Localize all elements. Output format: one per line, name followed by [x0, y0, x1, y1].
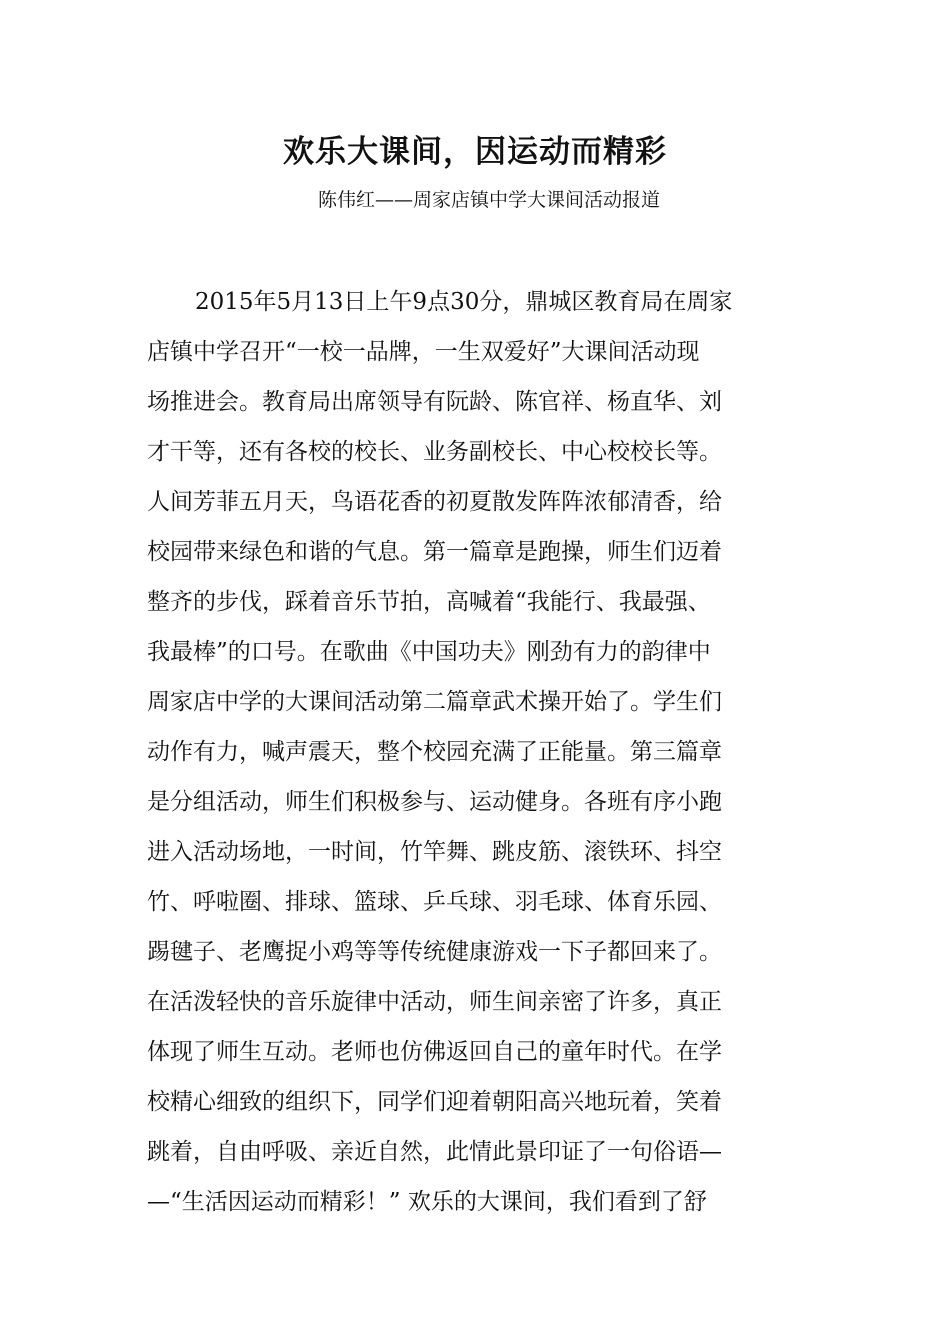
body-line: 动作有力，喊声震天，整个校园充满了正能量。第三篇章: [147, 739, 722, 765]
body-line: 校园带来绿色和谐的气息。第一篇章是跑操，师生们迈着: [147, 539, 722, 565]
body-line: 场推进会。教育局出席领导有阮龄、陈官祥、杨直华、刘: [147, 389, 722, 415]
body-line: 竹、呼啦圈、排球、篮球、乒乓球、羽毛球、体育乐园、: [147, 889, 722, 915]
body-line: 体现了师生互动。老师也仿佛返回自己的童年时代。在学: [147, 1039, 722, 1065]
body-line: 人间芳菲五月天，鸟语花香的初夏散发阵阵浓郁清香，给: [147, 489, 722, 515]
article-body: [147, 284, 807, 1234]
page-title: 欢乐大课间，因运动而精彩: [283, 134, 667, 170]
body-line: 进入活动场地，一时间，竹竿舞、跳皮筋、滚铁环、抖空: [147, 839, 722, 865]
body-line: —“生活因运动而精彩！” 欢乐的大课间，我们看到了舒: [147, 1189, 707, 1215]
body-line: 跳着，自由呼吸、亲近自然，此情此景印证了一句俗语—: [147, 1139, 722, 1165]
body-line: 是分组活动，师生们积极参与、运动健身。各班有序小跑: [147, 789, 722, 815]
byline-subtitle: 陈伟红——周家店镇中学大课间活动报道: [318, 189, 661, 211]
body-line: 在活泼轻快的音乐旋律中活动，师生间亲密了许多，真正: [147, 989, 722, 1015]
body-line: 周家店中学的大课间活动第二篇章武术操开始了。学生们: [147, 689, 722, 715]
body-line: 2015年5月13日上午9点30分，鼎城区教育局在周家: [195, 289, 733, 315]
body-line: 整齐的步伐，踩着音乐节拍，高喊着“我能行、我最强、: [147, 589, 711, 615]
body-line: 店镇中学召开“一校一品牌，一生双爱好”大课间活动现: [147, 339, 700, 365]
body-line: 才干等，还有各校的校长、业务副校长、中心校校长等。: [147, 439, 722, 465]
body-line: 踢毽子、老鹰捉小鸡等等传统健康游戏一下子都回来了。: [147, 939, 722, 965]
body-line: 我最棒”的口号。在歌曲《中国功夫》刚劲有力的韵律中: [147, 639, 711, 665]
body-line: 校精心细致的组织下，同学们迎着朝阳高兴地玩着，笑着: [147, 1089, 722, 1115]
